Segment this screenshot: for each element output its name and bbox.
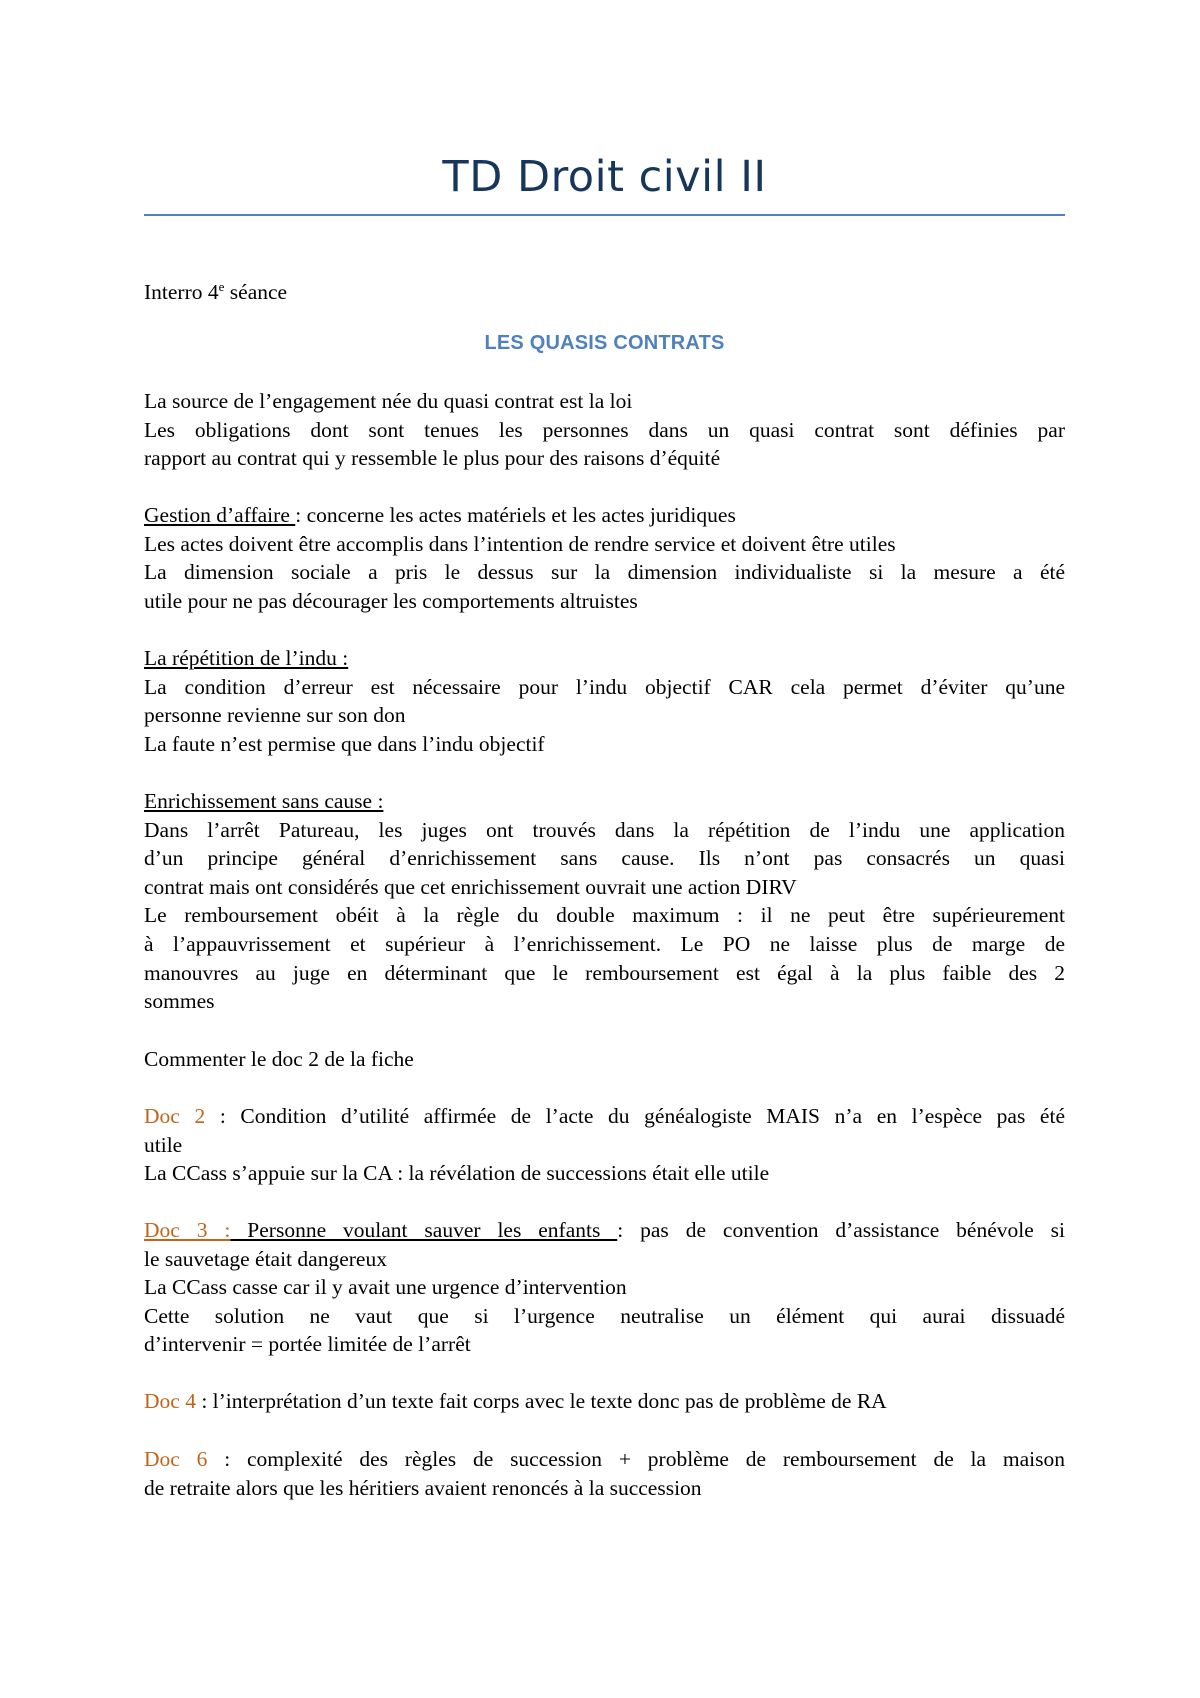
doc6-line: [144, 1445, 1065, 1474]
doc4-label: Doc 4: [144, 1389, 196, 1413]
doc3-label: Doc 3 :: [144, 1218, 231, 1242]
gestion-line: Les actes doivent être accomplis dans l’intention de rendre service et doivent être utiles: [144, 531, 896, 556]
gestion-text: : concerne les actes matériels et les actes juridiques: [295, 503, 736, 527]
subtitle: [144, 278, 1065, 307]
doc2-text: : Condition d’utilité affirmée de l’acte du généalogiste MAIS n’a en l’espèce pas été: [205, 1104, 1065, 1128]
title-underline-rule: [144, 214, 1065, 216]
doc6-paragraph: [144, 1445, 1065, 1502]
enrichissement-line: manouvres au juge en déterminant que le remboursement est égal à la plus faible des 2: [144, 960, 1065, 985]
enrichissement-paragraph: [144, 787, 1065, 1016]
page-title: TD Droit civil II: [442, 152, 767, 202]
doc3-paragraph: [144, 1216, 1065, 1359]
section-heading-block: [144, 329, 1065, 358]
repetition-paragraph: [144, 644, 1065, 758]
doc3-text: : pas de convention d’assistance bénévole si: [617, 1218, 1066, 1242]
enrichissement-line: contrat mais ont considérés que cet enrichissement ouvrait une action DIRV: [144, 874, 797, 899]
gestion-paragraph: [144, 501, 1065, 615]
intro-line: Les obligations dont sont tenues les personnes dans un quasi contrat sont définies par: [144, 417, 1065, 442]
gestion-label: Gestion d’affaire: [144, 503, 296, 527]
intro-line: La source de l’engagement née du quasi contrat est la loi: [144, 389, 633, 413]
doc3-line: [144, 1216, 1065, 1245]
enrichissement-label: Enrichissement sans cause :: [144, 789, 384, 813]
doc3-underlined: Personne voulant sauver les enfants: [230, 1218, 618, 1242]
doc3-line: le sauvetage était dangereux: [144, 1246, 387, 1271]
doc2-line: La CCass s’appuie sur la CA : la révélation de successions était elle utile: [144, 1161, 770, 1186]
gestion-line: La dimension sociale a pris le dessus sur la dimension individualiste si la mesure a été: [144, 560, 1065, 585]
subtitle-line: [144, 278, 1065, 307]
doc6-line: de retraite alors que les héritiers avaient renoncés à la succession: [144, 1475, 702, 1500]
repetition-line: La condition d’erreur est nécessaire pour l’indu objectif CAR cela permet d’éviter qu’une: [144, 674, 1065, 699]
doc3-line: La CCass casse car il y avait une urgence d’intervention: [144, 1275, 627, 1300]
enrichissement-line: sommes: [144, 989, 215, 1014]
doc4-text: : l’interprétation d’un texte fait corps avec le texte donc pas de problème de RA: [195, 1389, 887, 1413]
enrichissement-line: à l’appauvrissement et supérieur à l’enrichissement. Le PO ne laisse plus de marge de: [144, 931, 1065, 956]
subtitle-superscript: e: [218, 279, 225, 294]
repetition-label: La répétition de l’indu :: [144, 646, 349, 670]
doc2-line: [144, 1102, 1065, 1131]
doc2-paragraph: [144, 1102, 1065, 1188]
section-heading: LES QUASIS CONTRATS: [484, 332, 725, 354]
doc4-paragraph: [144, 1387, 1065, 1416]
doc6-label: Doc 6: [144, 1447, 208, 1471]
subtitle-suffix: séance: [224, 280, 288, 304]
enrichissement-line: Dans l’arrêt Patureau, les juges ont trouvés dans la répétition de l’indu une application: [144, 817, 1065, 842]
intro-paragraph: [144, 387, 1065, 473]
doc4-line: [144, 1387, 1065, 1416]
intro-line: rapport au contrat qui y ressemble le plus pour des raisons d’équité: [144, 446, 721, 471]
commenter-paragraph: [144, 1045, 1065, 1074]
enrichissement-line: Le remboursement obéit à la règle du double maximum : il ne peut être supérieurement: [144, 903, 1065, 928]
gestion-line: [144, 501, 1065, 530]
doc2-line: utile: [144, 1132, 183, 1157]
subtitle-prefix: Interro 4: [144, 280, 219, 304]
doc6-text: : complexité des règles de succession + problème de remboursement de la maison: [207, 1447, 1065, 1471]
repetition-line: La faute n’est permise que dans l’indu objectif: [144, 731, 545, 756]
gestion-line: utile pour ne pas décourager les comportements altruistes: [144, 588, 638, 613]
doc3-line: d’intervenir = portée limitée de l’arrêt: [144, 1332, 471, 1357]
commenter-line: Commenter le doc 2 de la fiche: [144, 1047, 414, 1071]
enrichissement-line: d’un principe général d’enrichissement sans cause. Ils n’ont pas consacrés un quasi: [144, 846, 1065, 871]
doc3-line: Cette solution ne vaut que si l’urgence neutralise un élément qui aurai dissuadé: [144, 1303, 1065, 1328]
repetition-line: personne revienne sur son don: [144, 703, 406, 728]
doc2-label: Doc 2: [144, 1104, 206, 1128]
